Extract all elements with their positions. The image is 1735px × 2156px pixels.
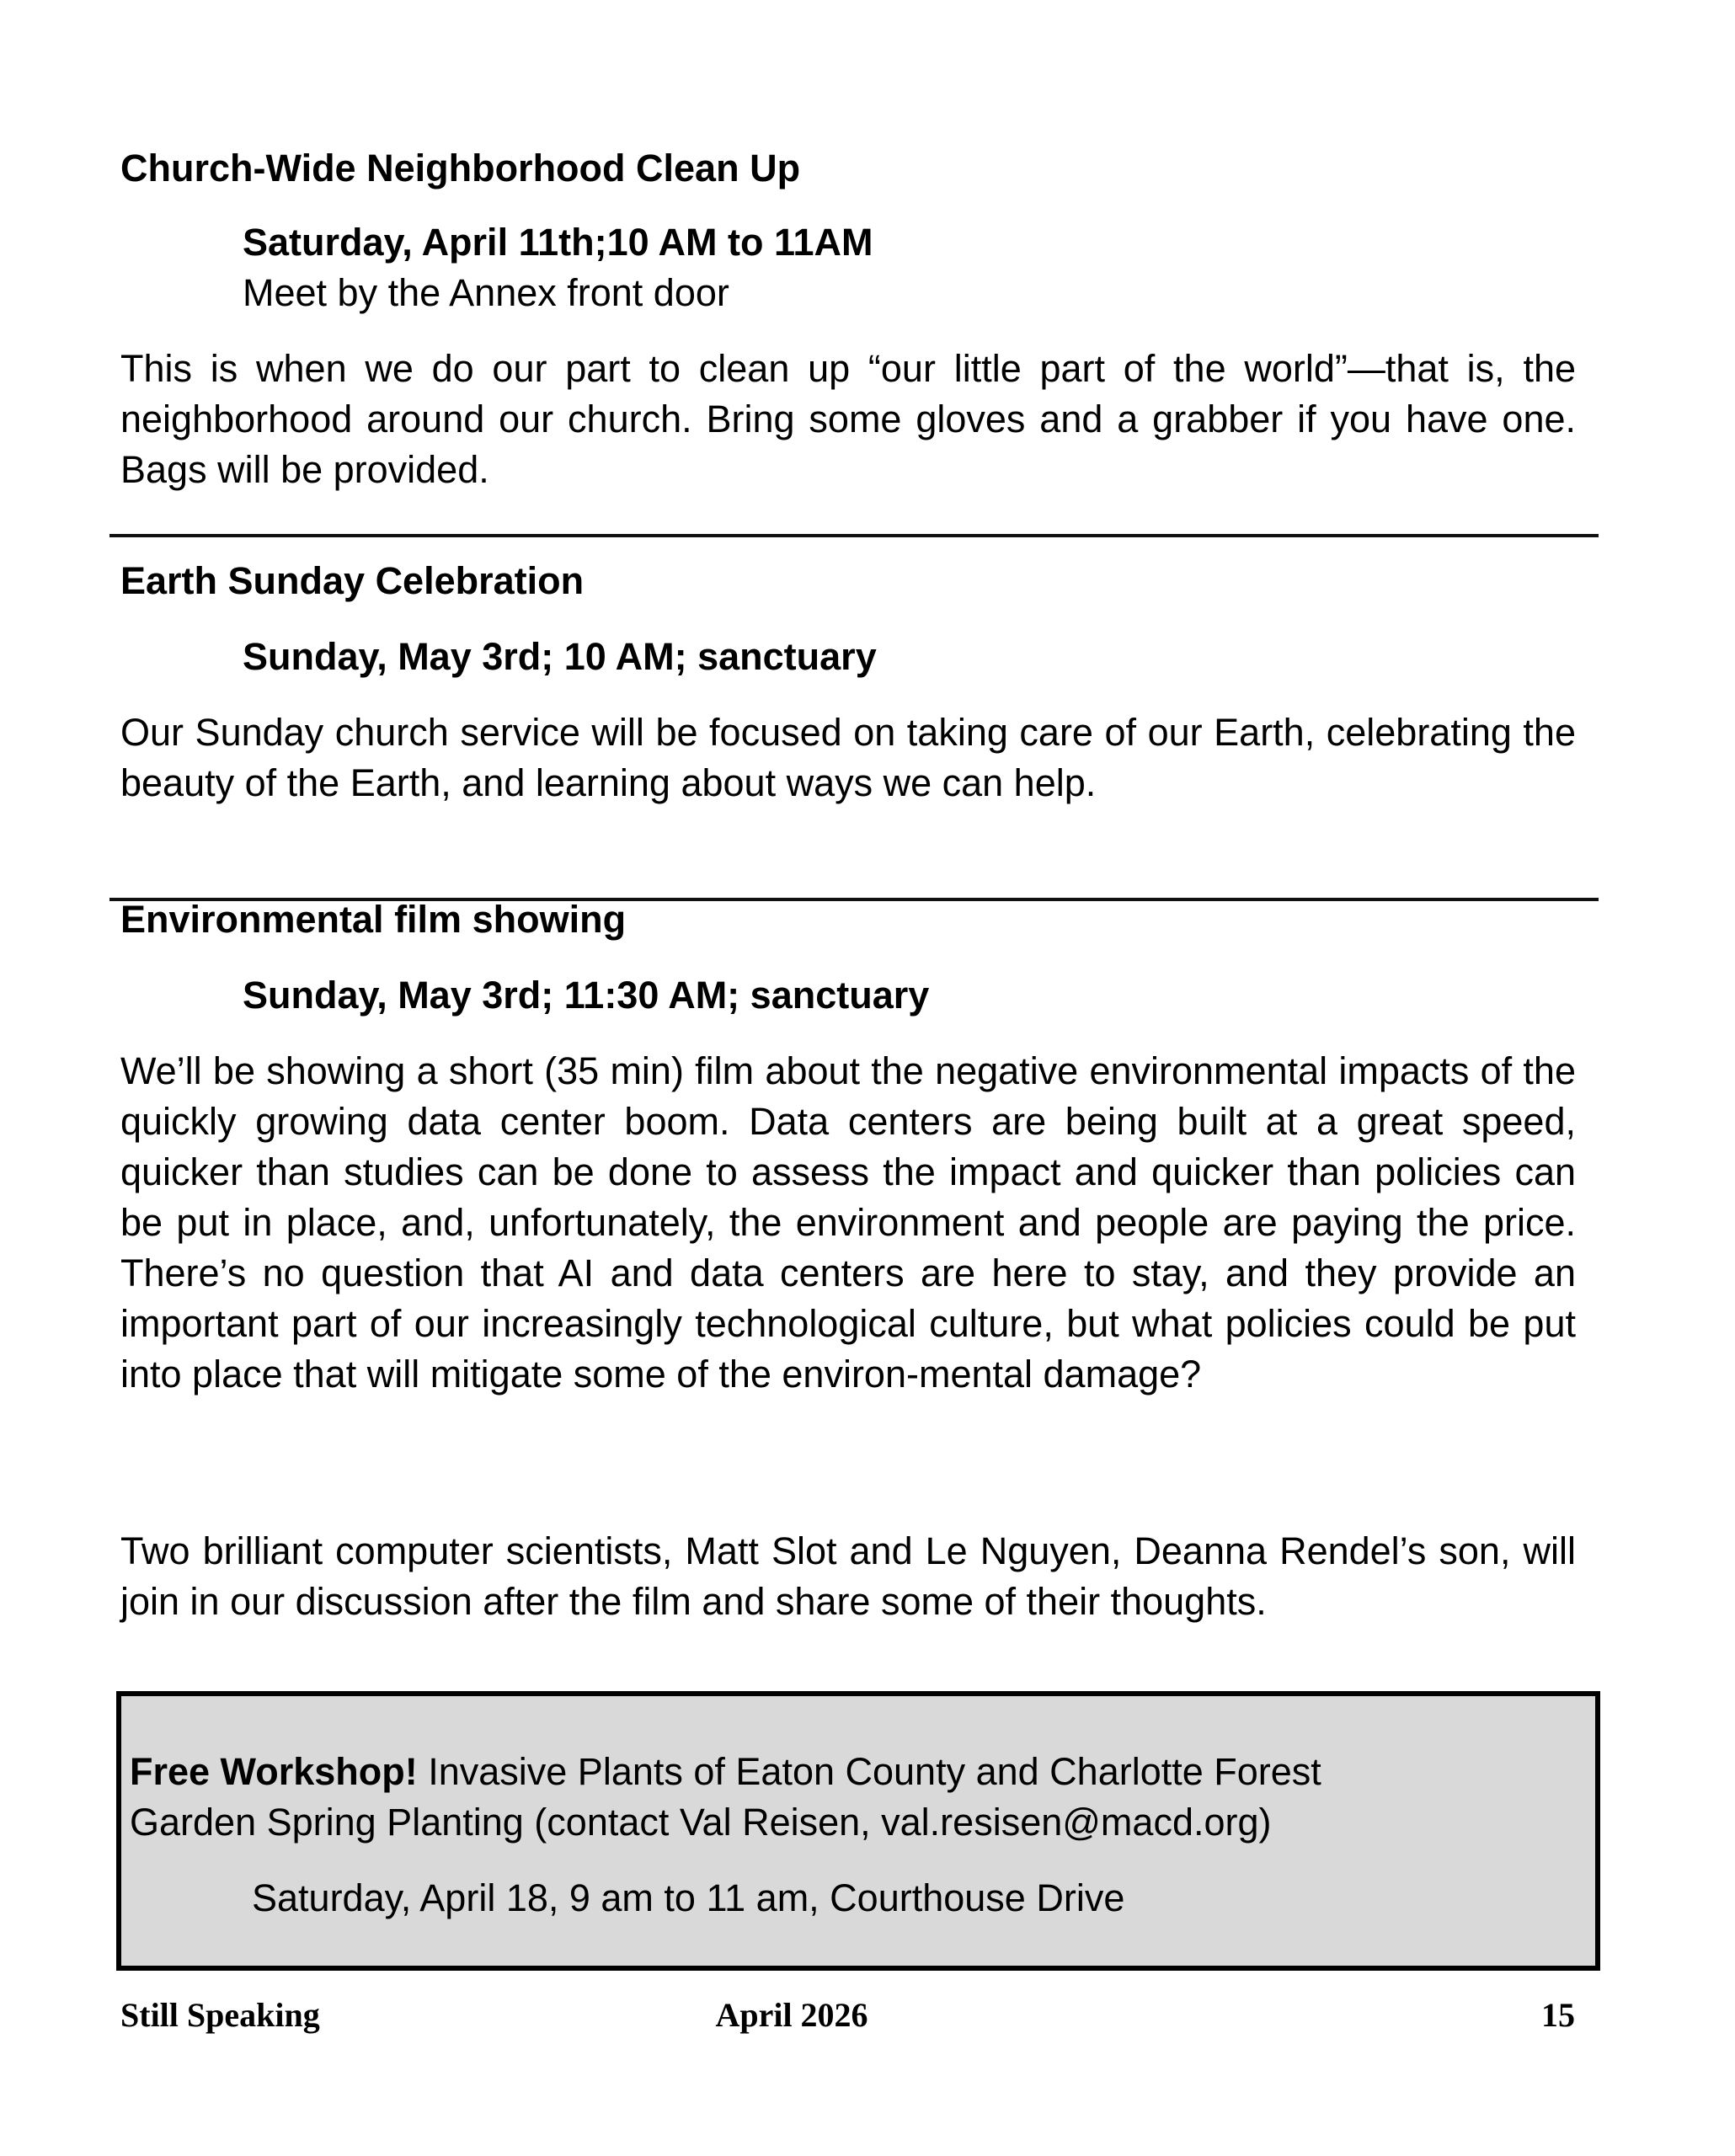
event-datetime: Sunday, May 3rd; 11:30 AM; sanctuary: [243, 974, 930, 1017]
workshop-callout-box: [116, 1691, 1600, 1971]
footer-page-number: 15: [1541, 1996, 1575, 2034]
section-paragraph: This is when we do our part to clean up “our little part of the world”—that is, the neighborhood around our church. Bring some gloves and a grabber if you have one. Bags will be provided.: [120, 347, 1576, 491]
section-paragraph: We’ll be showing a short (35 min) film about the negative environmental impacts of the quickly growing data center boom. Data centers are being built at a great speed, quicker than studies can be done to assess the impact and quicker than policies can be put in place, and, unfortunately, the environment and people are paying the price. There’s no question that AI and data centers are here to stay, and they provide an important part of our increasingly technological culture, but what policies could be put into place that will mitigate some of the environ-mental damage?: [120, 1049, 1576, 1396]
workshop-title-part: Invasive Plants of Eaton County and Charlotte Forest: [417, 1750, 1321, 1793]
workshop-lead: Free Workshop!: [130, 1750, 418, 1793]
footer-issue: April 2026: [715, 1996, 868, 2034]
event-location: Meet by the Annex front door: [243, 271, 729, 314]
section-paragraph: Our Sunday church service will be focused on taking care of our Earth, celebrating the beauty of the Earth, and learning about ways we can help.: [120, 711, 1576, 804]
workshop-description: [130, 1747, 1578, 1848]
section-title: Environmental film showing: [120, 898, 627, 941]
event-datetime: Sunday, May 3rd; 10 AM; sanctuary: [243, 635, 877, 678]
section-title: Church-Wide Neighborhood Clean Up: [120, 147, 801, 189]
section-divider: [109, 534, 1599, 537]
workshop-contact: Garden Spring Planting (contact Val Reisen, val.resisen@macd.org): [130, 1801, 1272, 1844]
workshop-datetime: Saturday, April 18, 9 am to 11 am, Courthouse Drive: [252, 1876, 1125, 1919]
footer-publication: Still Speaking: [120, 1996, 320, 2034]
section-title: Earth Sunday Celebration: [120, 559, 585, 602]
event-datetime: Saturday, April 11th;10 AM to 11AM: [243, 221, 873, 264]
section-paragraph: Two brilliant computer scientists, Matt Slot and Le Nguyen, Deanna Rendel’s son, will join in our discussion after the film and share some of their thoughts.: [120, 1529, 1576, 1623]
